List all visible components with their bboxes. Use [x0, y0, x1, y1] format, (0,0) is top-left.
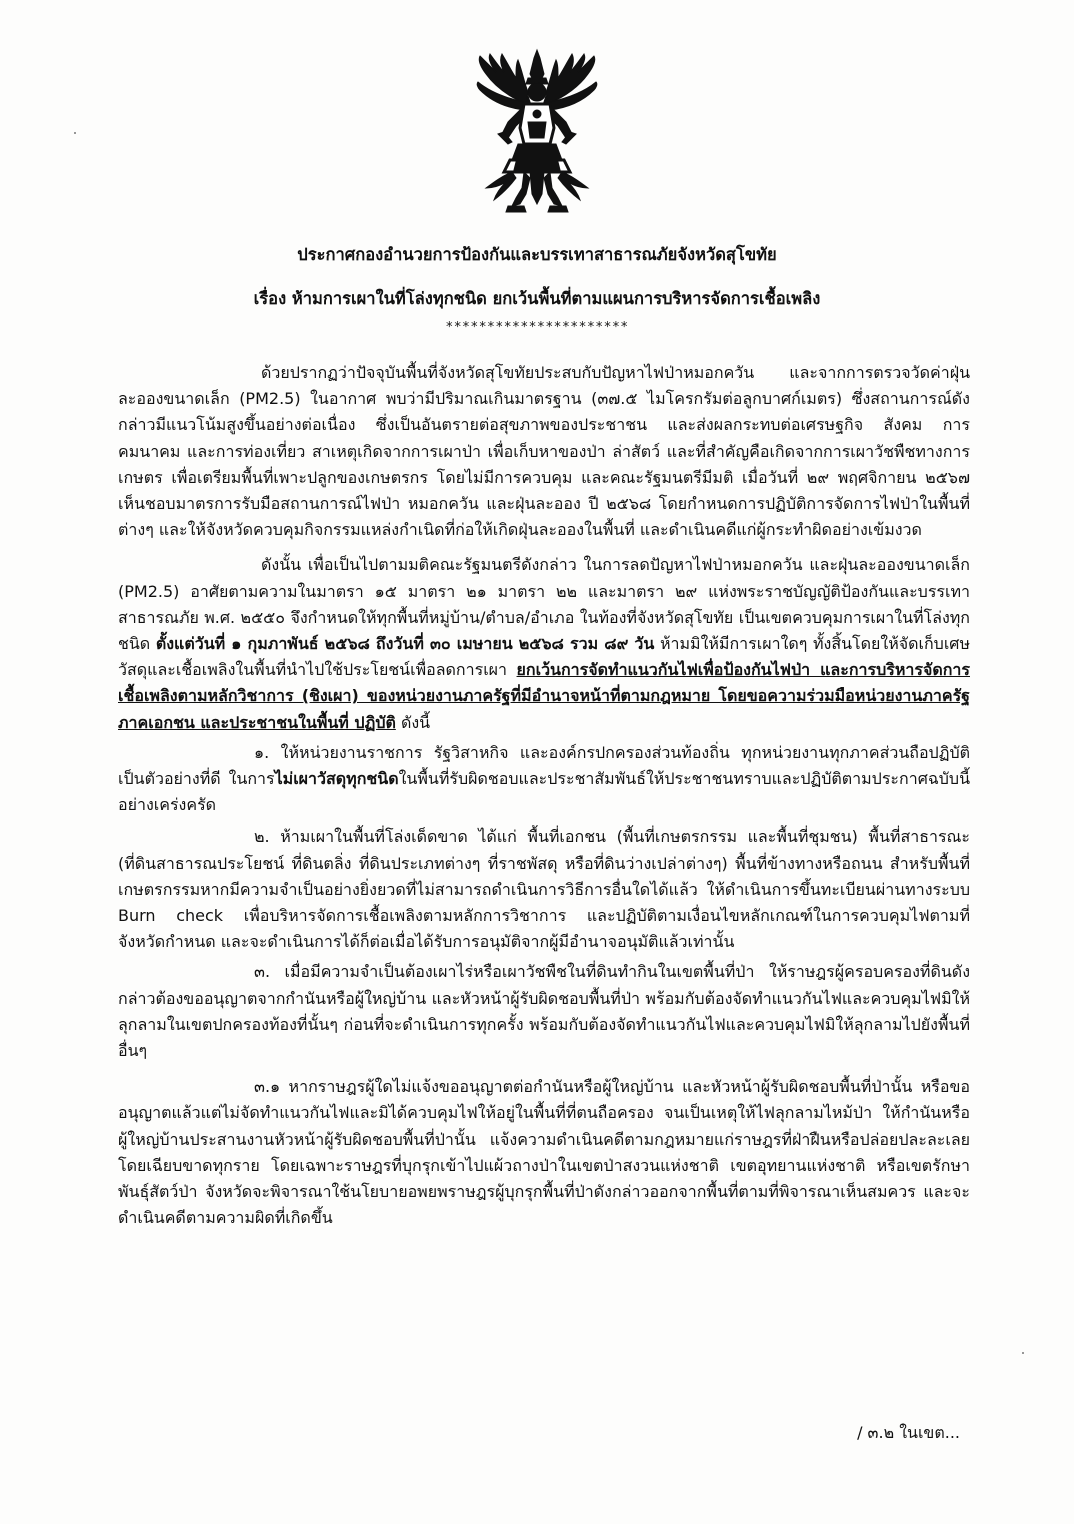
announcement-title: ประกาศกองอำนวยการป้องกันและบรรเทาสาธารณภัยจังหวัดสุโขทัย [297, 245, 777, 264]
exception-clause: ยกเว้นการจัดทำแนวกันไฟเพื่อป้องกันไฟป่า และการบริหารจัดการเชื้อเพลิงตามหลักวิชาการ (ชิงเผา) ของหน่วยงานภาครัฐที่มีอำนาจหน้าที่ตามกฎหมาย โดยขอความร่วมมือหน่วยงานภาครัฐ ภาคเอกชน และประชาชนในพื้นที่ ปฏิบัติ [118, 660, 970, 732]
continuation-note: / ๓.๒ ในเขต... [857, 1423, 960, 1442]
item-1-rest: ในพื้นที่รับผิดชอบและประชาสัมพันธ์ให้ประชาชนทราบและปฏิบัติตามประกาศฉบับนี้อย่างเคร่งครัด [118, 769, 970, 815]
item-1-emphasis: ไม่เผาวัสดุทุกชนิด [274, 769, 399, 789]
ban-period: ตั้งแต่วันที่ ๑ กุมภาพันธ์ ๒๕๖๘ ถึงวันที่ ๓๐ เมษายน ๒๕๖๘ รวม ๘๙ วัน [155, 634, 655, 654]
paragraph-background: ด้วยปรากฏว่าปัจจุบันพื้นที่จังหวัดสุโขทัยประสบกับปัญหาไฟป่าหมอกควัน และจากการตรวจวัดค่าฝุ่นละอองขนาดเล็ก (PM2.5) ในอากาศ พบว่ามีปริมาณเกินมาตรฐาน (๓๗.๕ ไมโครกรัมต่อลูกบาศก์เมตร) ซึ่งสถานการณ์ดังกล่าวมีแนวโน้มสูงขึ้นอย่างต่อเนื่อง ซึ่งเป็นอันตรายต่อสุขภาพของประชาชน และส่งผลกระทบต่อเศรษฐกิจ สังคม การคมนาคม และการท่องเที่ยว สาเหตุเกิดจากการเผาป่า เพื่อเก็บหาของป่า ล่าสัตว์ และที่สำคัญคือเกิดจากการเผาวัชพืชทางการเกษตร เพื่อเตรียมพื้นที่เพาะปลูกของเกษตรกร โดยไม่มีการควบคุม และคณะรัฐมนตรีมีมติ เมื่อวันที่ ๒๙ พฤศจิกายน ๒๕๖๗ เห็นชอบมาตรการรับมือสถานการณ์ไฟป่า หมอกควัน และฝุ่นละออง ปี ๒๕๖๘ โดยกำหนดการปฏิบัติการจัดการไฟป่าในพื้นที่ต่างๆ และให้จังหวัดควบคุมกิจกรรมแหล่งกำเนิดที่ก่อให้เกิดฝุ่นละอองในพื้นที่ และดำเนินคดีแก่ผู้กระทำผิดอย่างเข้มงวด [118, 363, 970, 540]
order-ending: ดังนี้ [400, 712, 431, 732]
announcement-body [118, 360, 970, 1232]
item-1 [118, 740, 970, 819]
separator-line: ********************** [445, 320, 629, 335]
item-1-text: ๑. ให้หน่วยงานราชการ รัฐวิสาหกิจ และองค์กรปกครองส่วนท้องถิ่น ทุกหน่วยงานทุกภาคส่วนถือปฏิบัติเป็นตัวอย่างที่ดี ในการ [118, 742, 970, 789]
item-3: ๓. เมื่อมีความจำเป็นต้องเผาไร่หรือเผาวัชพืชในที่ดินทำกินในเขตพื้นที่ป่า ให้ราษฎรผู้ครอบครองที่ดินดังกล่าวต้องขออนุญาตจากกำนันหรือผู้ใหญ่บ้าน และหัวหน้าผู้รับผิดชอบพื้นที่ป่า พร้อมกับต้องจัดทำแนวกันไฟและควบคุมไฟมิให้ลุกลามในเขตปกครองท้องที่นั้นๆ ก่อนที่จะดำเนินการทุกครั้ง พร้อมกับต้องจัดทำแนวกันไฟและควบคุมไฟมิให้ลุกลามไปยังพื้นที่อื่นๆ [118, 962, 970, 1061]
item-3-1: ๓.๑ หากราษฎรผู้ใดไม่แจ้งขออนุญาตต่อกำนันหรือผู้ใหญ่บ้าน และหัวหน้าผู้รับผิดชอบพื้นที่ป่านั้น หรือขออนุญาตแล้วแต่ไม่จัดทำแนวกันไฟและมิได้ควบคุมไฟให้อยู่ในพื้นที่ที่ตนถือครอง จนเป็นเหตุให้ไฟลุกลามไหม้ป่า ให้กำนันหรือผู้ใหญ่บ้านประสานงานหัวหน้าผู้รับผิดชอบพื้นที่ป่านั้น แจ้งความดำเนินคดีตามกฎหมายแก่ราษฎรที่ฝ่าฝืนหรือปล่อยปละละเลยโดยเฉียบขาดทุกราย โดยเฉพาะราษฎรที่บุกรุกเข้าไปแผ้วถางป่าในเขตป่าสงวนแห่งชาติ เขตอุทยานแห่งชาติ หรือเขตรักษาพันธุ์สัตว์ป่า จังหวัดจะพิจารณาใช้นโยบายอพยพราษฎรผู้บุกรุกพื้นที่ป่าดังกล่าวออกจากพื้นที่ตามที่พิจารณาเห็นสมควร และจะดำเนินคดีตามความผิดที่เกิดขึ้น [118, 1077, 970, 1228]
order-text: ดังนั้น เพื่อเป็นไปตามมติคณะรัฐมนตรีดังกล่าว ในการลดปัญหาไฟป่าหมอกควัน และฝุ่นละอองขนาดเล็ก (PM2.5) อาศัยตามความในมาตรา ๑๕ มาตรา ๒๑ มาตรา ๒๒ และมาตรา ๒๙ แห่งพระราชบัญญัติป้องกันและบรรเทาสาธารณภัย พ.ศ. ๒๕๕๐ จึงกำหนดให้ทุกพื้นที่หมู่บ้าน/ตำบล/อำเภอ ในท้องที่จังหวัดสุโขทัย เป็นเขตควบคุมการเผาในที่โล่งทุกชนิด [118, 555, 970, 654]
announcement-subject: เรื่อง ห้ามการเผาในที่โล่งทุกชนิด ยกเว้นพื้นที่ตามแผนการบริหารจัดการเชื้อเพลิง [253, 289, 821, 308]
item-2: ๒. ห้ามเผาในพื้นที่โล่งเด็ดขาด ได้แก่ พื้นที่เอกชน (พื้นที่เกษตรกรรม และพื้นที่ชุมชน) พื้นที่สาธารณะ (ที่ดินสาธารณประโยชน์ ที่ดินตลิ่ง ที่ดินประเภทต่างๆ ที่ราชพัสดุ หรือที่ดินว่างเปล่าต่างๆ) พื้นที่ข้างทางหรือถนน สำหรับพื้นที่เกษตรกรรมหากมีความจำเป็นอย่างยิ่งยวดที่ไม่สามารถดำเนินการวิธีการอื่นใดได้แล้ว ให้ดำเนินการขึ้นทะเบียนผ่านทางระบบ Burn check เพื่อบริหารจัดการเชื้อเพลิงตามหลักการวิชาการ และปฏิบัติตามเงื่อนไขหลักเกณฑ์ในการควบคุมไฟตามที่จังหวัดกำหนด และจะดำเนินการได้ก็ต่อเมื่อได้รับการอนุมัติจากผู้มีอำนาจอนุมัติแล้วเท่านั้น [118, 827, 970, 952]
ban-text: ห้ามมิให้มีการเผาใดๆ ทั้งสิ้นโดยให้จัดเก็บเศษวัสดุและเชื้อเพลิงในพื้นที่นำไปใช้ประโยชน์เพื่อลดการเผา [118, 634, 971, 680]
garuda-emblem-icon [472, 48, 602, 216]
paragraph-order [118, 552, 970, 735]
